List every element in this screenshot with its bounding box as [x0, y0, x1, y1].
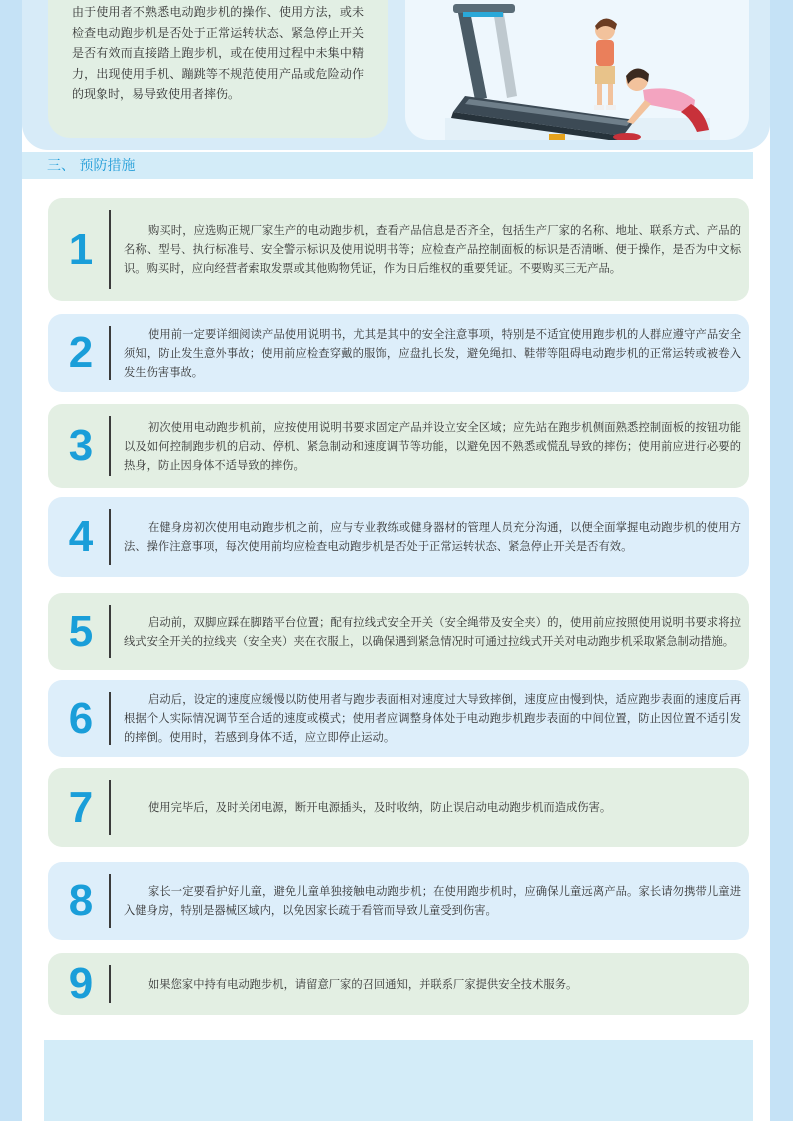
divider — [109, 326, 111, 380]
divider — [109, 965, 111, 1003]
measure-number: 5 — [68, 606, 94, 656]
measure-text: 启动后，设定的速度应缓慢以防使用者与跑步表面相对速度过大导致摔倒，速度应由慢到快，适应跑步表面的速度后再根据个人实际情况调节至合适的速度或模式；使用者应调整身体处于电动跑步机跑步表面的中间位置，防止因位置不适引发的摔倒。使用时，若感到身体不适，应立即停止运动。 — [124, 693, 741, 744]
measure-text: 使用完毕后，及时关闭电源，断开电源插头，及时收纳，防止误启动电动跑步机而造成伤害。 — [148, 801, 612, 814]
measure-number: 4 — [68, 512, 94, 561]
divider — [109, 692, 111, 745]
measure-number: 7 — [68, 782, 94, 832]
measure-text: 使用前一定要详细阅读产品使用说明书，尤其是其中的安全注意事项，特别是不适宜使用跑步机的人群应遵守产品安全须知，防止发生意外事故；使用前应检查穿戴的服饰，应盘扎长发，避免绳扣、鞋带等阻碍电动跑步机的正常运转或被卷入发生伤害事故。 — [124, 327, 741, 379]
measure-number: 2 — [68, 328, 94, 377]
section-title: 三、 预防措施 — [47, 158, 136, 174]
measure-item — [48, 404, 749, 488]
measure-number: 8 — [68, 876, 94, 925]
measure-text: 家长一定要看护好儿童，避免儿童单独接触电动跑步机；在使用跑步机时，应确保儿童远离产品。家长请勿携带儿童进入健身房，特别是器械区域内，以免因家长疏于看管而导致儿童受到伤害。 — [124, 885, 741, 917]
divider — [109, 210, 111, 289]
measure-number: 9 — [68, 959, 94, 1008]
right-margin-strip — [770, 0, 793, 1121]
divider — [109, 509, 111, 565]
measure-number: 3 — [68, 421, 94, 470]
measure-item — [48, 862, 749, 940]
measure-item — [48, 314, 749, 392]
treadmill-icon — [405, 0, 749, 140]
treadmill-injury-illustration — [405, 0, 749, 140]
measure-item — [48, 593, 749, 670]
measure-item — [48, 768, 749, 847]
measure-item — [48, 680, 749, 757]
measure-text: 购买时，应选购正规厂家生产的电动跑步机，查看产品信息是否齐全，包括生产厂家的名称、地址、联系方式、产品的名称、型号、执行标准号、安全警示标识及使用说明书等；应检查产品控制面板的标识是否清晰、便于操作，是否为中文标识。购买时，应向经营者索取发票或其他购物凭证，作为日后维权的重要凭证。不要购买三无产品。 — [124, 224, 741, 275]
measure-item — [48, 497, 749, 577]
divider — [109, 416, 111, 476]
bottom-panel — [44, 1040, 753, 1121]
intro-paragraph: 由于使用者不熟悉电动跑步机的操作、使用方法，或未检查电动跑步机是否处于正常运转状态、紧急停止开关是否有效而直接踏上跑步机，或在使用过程中未集中精力，出现使用手机、蹦跳等不规范使用产品或危险动作的现象时，易导致使用者摔伤。 — [72, 5, 364, 101]
divider — [109, 605, 111, 658]
divider — [109, 780, 111, 835]
measure-text: 在健身房初次使用电动跑步机之前，应与专业教练或健身器材的管理人员充分沟通，以便全面掌握电动跑步机的使用方法、操作注意事项，每次使用前均应检查电动跑步机是否处于正常运转状态、紧急停止开关是否有效。 — [124, 521, 741, 553]
left-margin-strip — [0, 0, 22, 1121]
measure-text: 如果您家中持有电动跑步机，请留意厂家的召回通知，并联系厂家提供安全技术服务。 — [148, 977, 578, 991]
measure-text: 初次使用电动跑步机前，应按使用说明书要求固定产品并设立安全区域；应先站在跑步机侧面熟悉控制面板的按钮功能以及如何控制跑步机的启动、停机、紧急制动和速度调节等功能，以避免因不熟悉或慌乱导致的摔伤；使用前应进行必要的热身，防止因身体不适导致的摔伤。 — [124, 420, 741, 472]
measure-number: 1 — [68, 224, 94, 274]
measure-text: 启动前，双脚应踩在脚踏平台位置；配有拉线式安全开关（安全绳带及安全夹）的，使用前应按照使用说明书要求将拉线式安全开关的拉线夹（安全夹）夹在衣服上，以确保遇到紧急情况时可通过拉线式开关对电动跑步机采取紧急制动措施。 — [124, 615, 741, 648]
measure-item — [48, 953, 749, 1015]
measure-item — [48, 198, 749, 301]
measure-number: 6 — [68, 693, 94, 743]
divider — [109, 874, 111, 928]
